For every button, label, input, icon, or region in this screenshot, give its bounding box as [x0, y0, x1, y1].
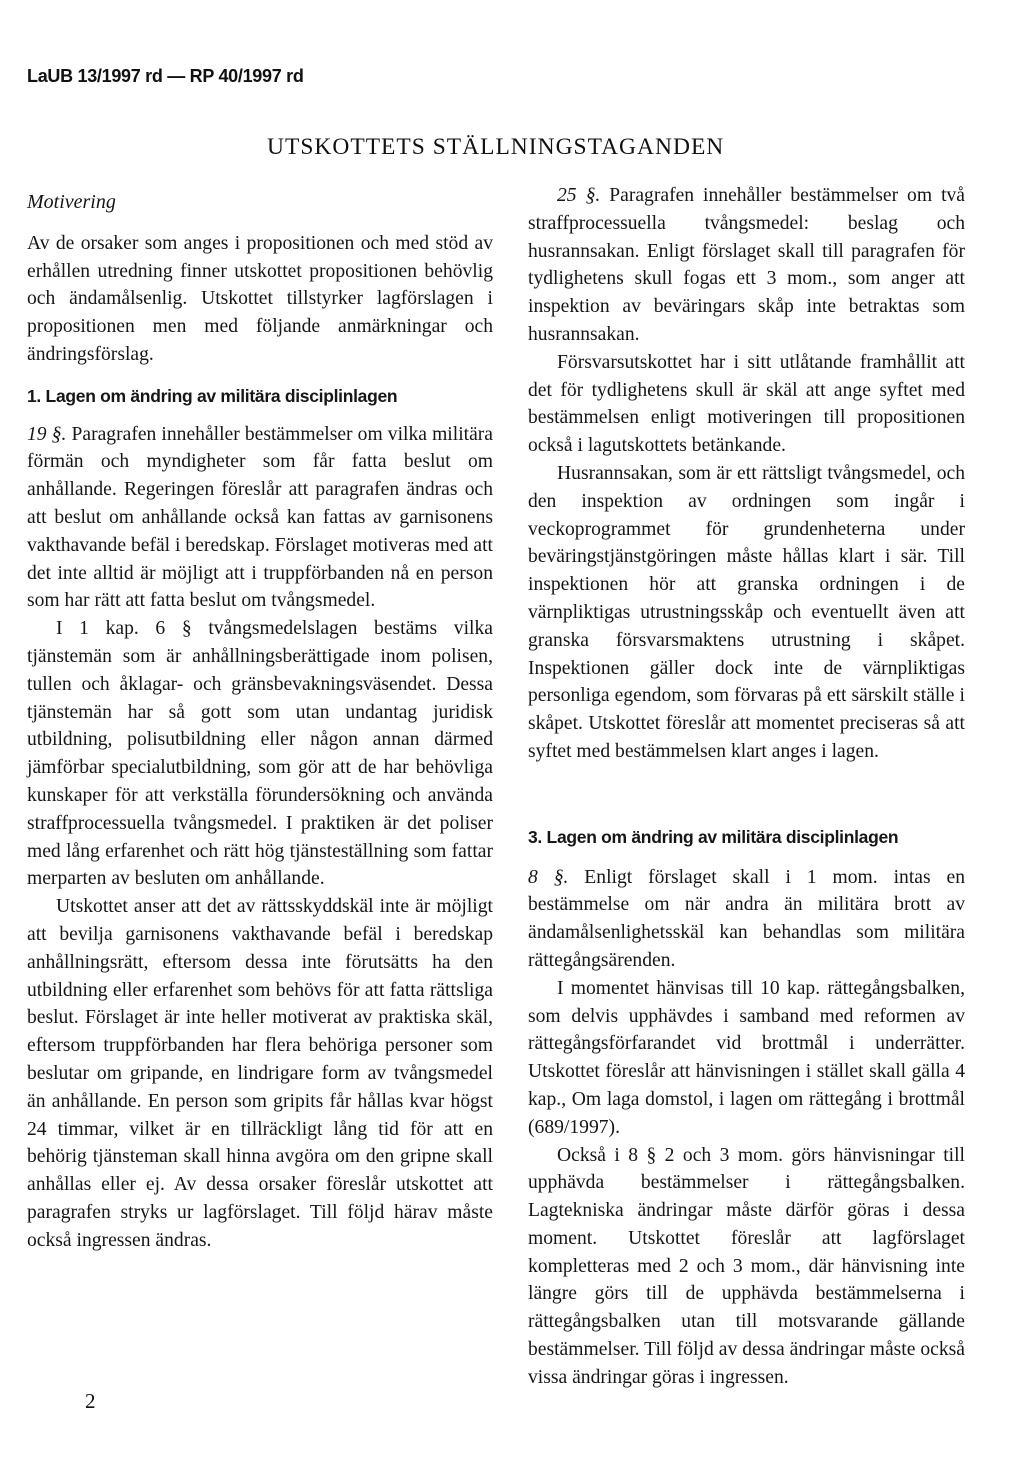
section-1-heading: 1. Lagen om ändring av militära disciplinlagen	[27, 385, 398, 406]
section-3-paragraph-2: I momentet hänvisas till 10 kap. rättegångsbalken, som delvis upphävdes i samband med reformen av rättegångsförfarandet vid brottmål i underrätter. Utskottet föreslår att hänvisningen i stället skall gälla 4 kap., Om laga domstol, i lagen om rättegång i brottmål (689/1997).	[528, 977, 965, 1138]
section-3-paragraph-1-text: Enligt förslaget skall i 1 mom. intas en bestämmelse om när andra än militära brott av ändamålsenlighetsskäl kan behandlas som militära rättegångsärenden.	[528, 866, 966, 971]
paragraph-ref-25: 25 §.	[557, 185, 601, 206]
section-1-paragraph-1	[27, 421, 493, 616]
page-number: 2	[85, 1389, 96, 1413]
left-column	[27, 182, 493, 1254]
motivering-heading: Motivering	[27, 191, 116, 213]
paragraph-ref-19: 19 §.	[27, 423, 67, 445]
section-3-heading: 3. Lagen om ändring av militära disciplinlagen	[528, 826, 899, 847]
page-title: UTSKOTTETS STÄLLNINGSTAGANDEN	[267, 134, 725, 160]
section-1-paragraph-3: Utskottet anser att det av rättsskyddskäl inte är möjligt att bevilja garnisonens vakthavande befäl i beredskap anhållningsrätt, eftersom dessa inte förutsätts ha den utbildning eller erfarenhet som behövs för att fatta rättsliga beslut. Förslaget är inte heller motiverat av praktiska skäl, eftersom truppförbanden har flera behöriga personer som beslutar om gripande, en lindrigare form av tvångsmedel än anhållande. En person som gripits får hållas kvar högst 24 timmar, vilket är en tillräckligt lång tid för att en behörig tjänsteman skall hinna avgöra om den gripne skall anhållas eller ej. Av dessa orsaker föreslår utskottet att paragrafen stryks ur lagförslaget. Till följd härav måste också ingressen ändras.	[27, 896, 493, 1251]
running-header: LaUB 13/1997 rd — RP 40/1997 rd	[27, 66, 304, 86]
paragraph-ref-8: 8 §.	[528, 866, 569, 888]
section-25-paragraph-2: Försvarsutskottet har i sitt utlåtande framhållit att det för tydlighetens skull är skäl att ange syftet med bestämmelsen enligt motiveringen till propositionen också i lagutskottets betänkande.	[528, 351, 965, 457]
section-3-paragraph-1	[528, 864, 965, 975]
section-25-paragraph-1-text: Paragrafen innehåller bestämmelser om två straffprocessuella tvångsmedel: beslag och husrannsakan. Enligt förslaget skall till paragrafen för tydlighetens skull fogas ett 3 mom., som anger att inspektion av beväringars skåp inte betraktas som husrannsakan.	[528, 185, 966, 345]
section-25-paragraph-3: Husrannsakan, som är ett rättsligt tvångsmedel, och den inspektion av ordningen som ingår i veckoprogrammet för grundenheterna under beväringstjänstgöringen måste hållas klart i sär. Till inspektionen hör att granska ordningen i de värnpliktigas utrustningsskåp och eventuellt även att granska försvarsmaktens utrustning i skåpet. Inspektionen gäller dock inte de värnpliktigas personliga egendom, som förvaras på ett särskilt ställe i skåpet. Utskottet föreslår att momentet preciseras så att syftet med bestämmelsen klart anges i lagen.	[528, 462, 965, 762]
right-column	[528, 182, 965, 1392]
motivering-paragraph: Av de orsaker som anges i propositionen och med stöd av erhållen utredning finner utskottet propositionen behövlig och ändamålsenlig. Utskottet tillstyrker lagförslagen i propositionen men med följande anmärkningar och ändringsförslag.	[27, 232, 493, 365]
section-3-paragraph-3: Också i 8 § 2 och 3 mom. görs hänvisningar till upphävda bestämmelser i rättegångsbalken. Lagtekniska ändringar måste därför göras i dessa moment. Utskottet föreslår att lagförslaget kompletteras med 2 och 3 mom., där hänvisning inte längre görs till de upphävda bestämmelserna i rättegångsbalken utan till motsvarande gällande bestämmelser. Till följd av dessa ändringar måste också vissa ändringar göras i ingressen.	[528, 1144, 965, 1388]
section-1-paragraph-2: I 1 kap. 6 § tvångsmedelslagen bestäms vilka tjänstemän som är anhållningsberättigade inom polisen, tullen och åklagar- och gränsbevakningsväsendet. Dessa tjänstemän har så gott som utan undantag juridisk utbildning, polisutbildning eller någon annan därmed jämförbar specialutbildning, som gör att de har behövliga kunskaper för att verkställa förundersökning och använda straffprocessuella tvångsmedel. I praktiken är det poliser med lång erfarenhet och rätt hög tjänsteställning som fattar merparten av besluten om anhållande.	[27, 618, 493, 890]
section-1-paragraph-1-text: Paragrafen innehåller bestämmelser om vilka militära förmän och myndigheter som får fatta beslut om anhållande. Regeringen föreslår att paragrafen ändras och att beslut om anhållande också kan fattas av garnisonens vakthavande befäl i beredskap. Förslaget motiveras med att det inte alltid är möjligt att i truppförbanden nå en person som har rätt att fatta beslut om tvångsmedel.	[27, 423, 493, 612]
section-25-paragraph-1	[528, 182, 965, 349]
